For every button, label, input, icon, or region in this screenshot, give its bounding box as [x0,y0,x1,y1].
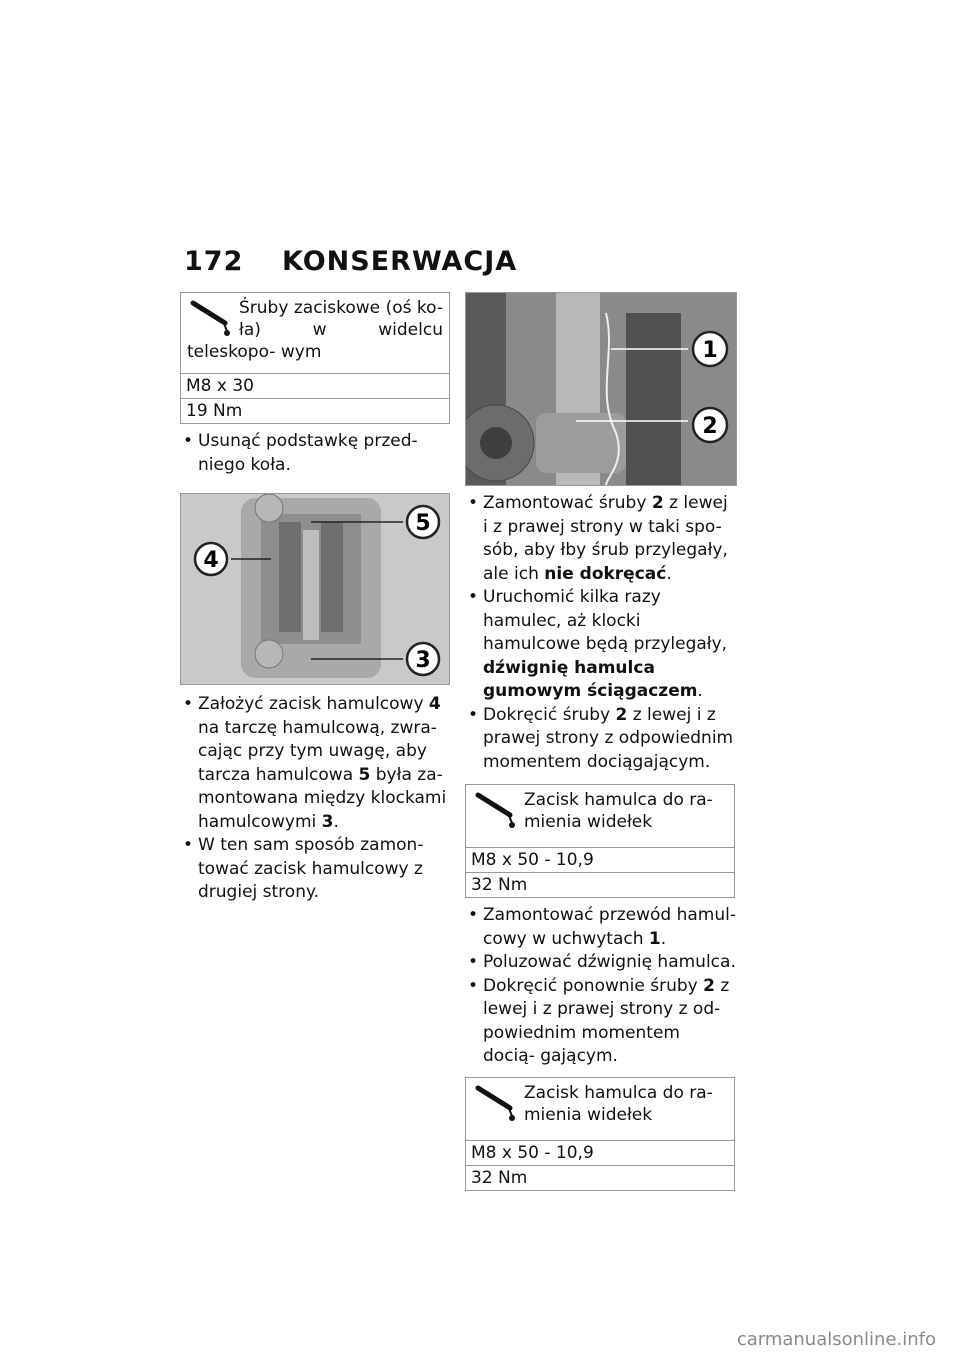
section-title: KONSERWACJA [282,246,518,277]
torque-spec-value: 19 Nm [181,398,449,423]
callout-5: 5 [415,511,431,536]
torque-spec-header [466,785,734,847]
torque-spec-table [465,784,735,898]
callout-3: 3 [415,648,431,673]
torque-spec-size: M8 x 50 - 10,9 [466,847,734,872]
callout-1: 1 [702,338,718,363]
steps-list [465,492,737,774]
torque-spec-table [465,1077,735,1191]
fork-brake-line-illustration [466,293,736,485]
torque-wrench-icon [187,297,235,339]
torque-spec-value: 32 Nm [466,872,734,897]
steps-list [465,904,737,1069]
torque-spec-title: Śruby zaciskowe (oś ko- ła) w widelcu teleskopo- wym [187,298,443,362]
list-item: • Uruchomić kilka razy hamulec, aż klocki hamulcowe będą przylegały, dźwignię hamulca gumowym ściągaczem. [465,586,737,704]
page-number: 172 [184,246,244,277]
callout-2: 2 [702,414,718,439]
torque-spec-header [181,293,449,373]
right-column [465,292,737,1191]
torque-wrench-icon [472,1082,520,1124]
torque-wrench-icon [472,789,520,831]
watermark: carmanualsonline.info [736,1329,936,1350]
torque-spec-header [466,1078,734,1140]
torque-spec-title: Zacisk hamulca do ra- mienia widełek [524,790,713,832]
page-header [184,246,517,277]
list-item: • Zamontować śruby 2 z lewej i z prawej strony w taki spo- sób, aby łby śrub przylegały, ale ich nie dokręcać. [465,492,737,586]
list-item: • Poluzować dźwignię hamulca. [465,951,737,975]
list-item: • Dokręcić ponownie śruby 2 z lewej i z prawej strony z od- powiednim momentem docią- gającym. [465,975,737,1069]
steps-list [180,430,450,477]
list-item: • Założyć zacisk hamulcowy 4 na tarczę hamulcową, zwra- cając przy tym uwagę, aby tarcza hamulcowa 5 była za- montowana między klockami hamulcowymi 3. [180,693,450,834]
list-item: • W ten sam sposób zamon- tować zacisk hamulcowy z drugiej strony. [180,834,450,905]
list-item: • Zamontować przewód hamul- cowy w uchwytach 1. [465,904,737,951]
torque-spec-size: M8 x 30 [181,373,449,398]
torque-spec-value: 32 Nm [466,1165,734,1190]
torque-spec-size: M8 x 50 - 10,9 [466,1140,734,1165]
list-item: • Dokręcić śruby 2 z lewej i z prawej strony z odpowiednim momentem dociągającym. [465,704,737,775]
fork-brake-line-figure [465,292,737,486]
brake-caliper-illustration [181,494,449,684]
torque-spec-table [180,292,450,424]
torque-spec-title: Zacisk hamulca do ra- mienia widełek [524,1082,713,1125]
brake-caliper-figure [180,493,450,685]
left-column [180,292,450,905]
callout-4: 4 [203,548,219,573]
steps-list [180,693,450,905]
list-item: • Usunąć podstawkę przed- niego koła. [180,430,450,477]
